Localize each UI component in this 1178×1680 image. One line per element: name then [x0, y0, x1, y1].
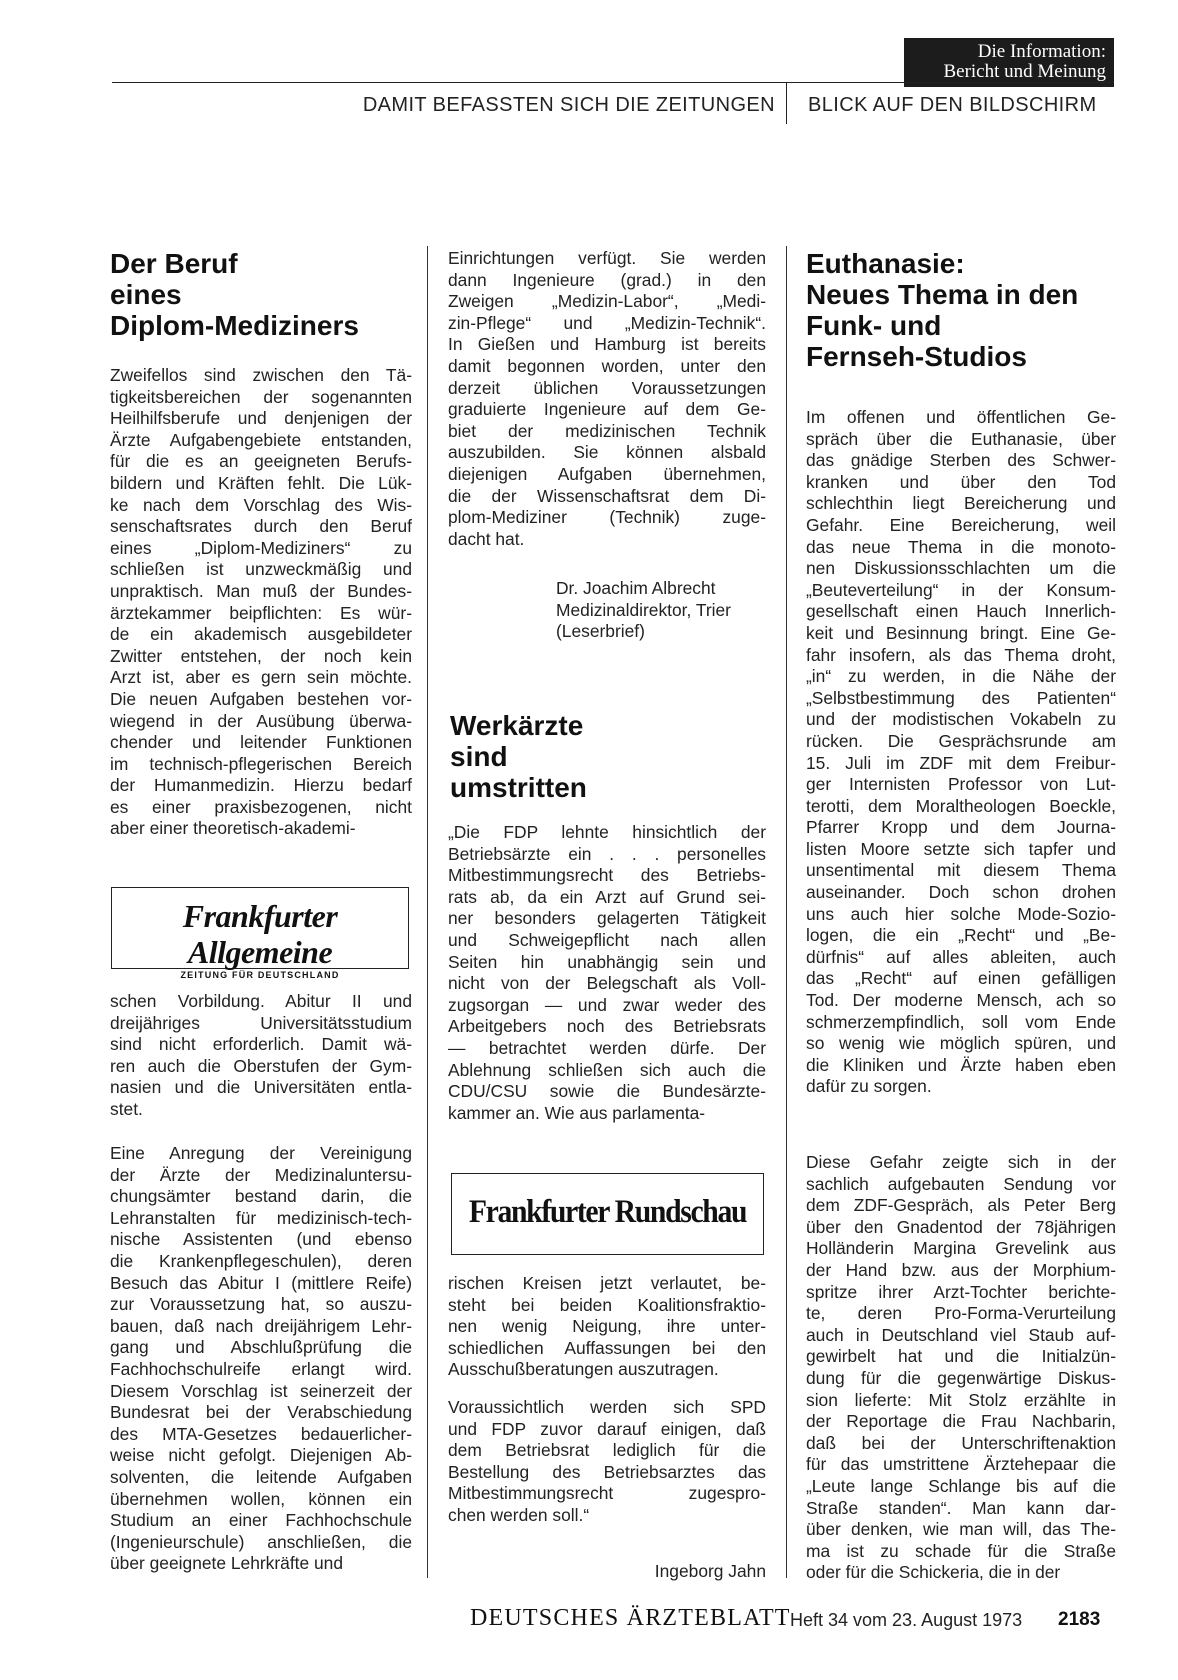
text-line: bildern und Kräften fehlt. Die Lük- [110, 472, 412, 493]
faz-logo-subtitle: ZEITUNG FÜR DEUTSCHLAND [180, 970, 340, 980]
text-line: gang und Abschlußprüfung die [110, 1337, 412, 1358]
text-line: damit begonnen worden, unter den [448, 355, 766, 376]
text-line: uns auch hier solche Mode-Sozio- [806, 903, 1116, 924]
article-body-block [110, 365, 412, 840]
text-line: aber einer theoretisch-akademi- [110, 818, 356, 839]
text-line: Ausschußberatungen auszutragen. [448, 1359, 719, 1380]
text-line: Studium an einer Fachhochschule [110, 1510, 412, 1531]
section-badge [904, 38, 1114, 87]
text-line: nasien und die Universitäten entla- [110, 1077, 412, 1098]
text-line: so wenig wie möglich spüren, und [806, 1033, 1116, 1054]
issue-info: Heft 34 vom 23. August 1973 [790, 1610, 1023, 1630]
text-line: chen werden soll.“ [448, 1504, 590, 1525]
faz-logo: Frankfurter Allgemeine [182, 898, 338, 970]
text-line: Lehranstalten für medizinisch-tech- [110, 1207, 412, 1228]
text-line: schlechthin liegt Bereicherung und [806, 493, 1116, 514]
text-line: unsentimental mit diesem Thema [806, 860, 1116, 881]
badge-line-1: Die Information: [977, 41, 1106, 62]
text-line: zur Voraussetzung hat, so auszu- [110, 1294, 412, 1315]
section-heading-left: DAMIT BEFASSTEN SICH DIE ZEITUNGEN [362, 94, 775, 116]
text-line: Bundesrat bei der Verabschiedung [110, 1402, 412, 1423]
text-line: schiedlichen Auffassungen bei den [448, 1337, 766, 1358]
text-line: CDU/CSU sowie die Bundesärzte- [448, 1081, 766, 1102]
text-line: zin-Pflege“ und „Medizin-Technik“. [448, 312, 766, 333]
text-line: 15. Juli im ZDF mit dem Freibur- [806, 752, 1116, 773]
text-line: schließen ist unzweckmäßig und [110, 559, 412, 580]
text-line: „Selbstbestimmung des Patienten“ [806, 687, 1116, 708]
text-line: sion lieferte: Mit Stolz erzählte in [806, 1389, 1116, 1410]
text-line: Zweifellos sind zwischen den Tä- [110, 365, 412, 385]
text-line: Einrichtungen verfügt. Sie werden [448, 248, 766, 268]
text-line: derzeit üblichen Voraussetzungen [448, 377, 766, 398]
text-line: die Krankenpflegeschulen), deren [110, 1250, 412, 1271]
text-line: im technisch-pflegerischen Bereich [110, 753, 412, 774]
text-line: Tod. Der moderne Mensch, ach so [806, 990, 1116, 1011]
article-title-euthanasie: Euthanasie: Neues Thema in den Funk- und Fernseh-Studios [806, 248, 1079, 372]
text-line: oder für die Schickeria, die in der [806, 1562, 1061, 1583]
text-line: Betriebsärzte ein . . . personelles [448, 843, 766, 864]
text-line: und der modistischen Vokabeln zu [806, 709, 1116, 730]
text-line: Diesem Vorschlag ist seinerzeit der [110, 1380, 412, 1401]
article-signature: Ingeborg Jahn [654, 1561, 766, 1581]
text-line: dem Betriebsrat lediglich für die [448, 1440, 766, 1461]
text-line: Ablehnung schließen sich auch die [448, 1059, 766, 1080]
text-line: daß bei der Unterschriftenaktion [806, 1432, 1116, 1453]
text-line: biet der medizinischen Technik [448, 420, 766, 441]
page-number: 2183 [1058, 1609, 1101, 1630]
text-line: tigkeitsbereichen der sogenannten [110, 386, 412, 407]
text-line: ärztekammer beipflichten: Es wür- [110, 602, 412, 623]
text-line: chungsämter bestand darin, die [110, 1186, 412, 1207]
faz-logo-box [111, 887, 409, 980]
text-line: Diese Gefahr zeigte sich in der [806, 1152, 1116, 1172]
text-line: Fachhochschulreife erlangt wird. [110, 1358, 412, 1379]
text-line: es einer praxisbezogenen, nicht [110, 796, 412, 817]
article-body-block [448, 822, 766, 1124]
text-line: Arbeitgebers noch des Betriebsrats [448, 1016, 766, 1037]
text-line: Eine Anregung der Vereinigung [110, 1143, 412, 1163]
text-line: das „Recht“ auf einen gefälligen [806, 968, 1116, 989]
text-line: rischen Kreisen jetzt verlautet, be- [448, 1273, 766, 1293]
text-line: Voraussichtlich werden sich SPD [448, 1397, 766, 1417]
text-line: plom-Mediziner (Technik) zuge- [448, 507, 766, 528]
header-rule [112, 82, 1114, 83]
text-line: ner besonders gelagerten Tätigkeit [448, 908, 766, 929]
text-line: ger Internisten Professor von Lut- [806, 774, 1116, 795]
article-body-block [806, 1152, 1116, 1584]
text-line: Mitbestimmungsrecht des Betriebs- [448, 865, 766, 886]
text-line: über denken, wie man will, das The- [806, 1519, 1116, 1540]
text-line: zugsorgan — und zwar weder des [448, 994, 766, 1015]
text-line: graduierte Ingenieure auf dem Ge- [448, 399, 766, 420]
text-line: das neue Thema in die monoto- [806, 536, 1116, 557]
text-line: Seiten hin unabhängig sein und [448, 951, 766, 972]
text-line: das gnädige Sterben des Schwer- [806, 450, 1116, 471]
text-line: nen Diskussionsschlachten um die [806, 558, 1116, 579]
text-line: auseinander. Doch schon drohen [806, 882, 1116, 903]
text-line: keit und Besinnung bringt. Eine Ge- [806, 622, 1116, 643]
text-line: über geeignete Lehrkräfte und [110, 1553, 344, 1574]
badge-line-2: Bericht und Meinung [943, 61, 1106, 82]
text-line: sind nicht erforderlich. Damit wä- [110, 1034, 412, 1055]
text-line: der Ärzte der Medizinaluntersu- [110, 1164, 412, 1185]
text-line: dafür zu sorgen. [806, 1076, 932, 1097]
text-line: logen, die ein „Recht“ und „Be- [806, 925, 1116, 946]
text-line: solventen, die leitende Aufgaben [110, 1466, 412, 1487]
text-line: und FDP zuvor darauf einigen, daß [448, 1418, 766, 1439]
article-body-block [806, 407, 1116, 1098]
text-line: der Hand bzw. aus der Morphium- [806, 1259, 1116, 1280]
article-body-block [448, 248, 766, 550]
text-line: nen wenig Neigung, ihre unter- [448, 1316, 766, 1337]
fr-logo-box [451, 1173, 764, 1255]
magazine-name: DEUTSCHES ÄRZTEBLATT [470, 1605, 791, 1631]
text-line: wiegend in der Ausübung überwa- [110, 710, 412, 731]
text-line: spritze ihrer Arzt-Tochter berichte- [806, 1281, 1116, 1302]
text-line: schmerzempfindlich, soll vom Ende [806, 1011, 1116, 1032]
text-line: stet. [110, 1098, 143, 1119]
text-line: nicht von der Belegschaft als Voll- [448, 973, 766, 994]
text-line: dacht hat. [448, 528, 525, 549]
text-line: In Gießen und Hamburg ist bereits [448, 334, 766, 355]
text-line: dürfnis“ auf alles ableiten, auch [806, 946, 1116, 967]
section-heading-right: BLICK AUF DEN BILDSCHIRM [808, 94, 1097, 116]
text-line: Heilhilfsberufe und denjenigen der [110, 408, 412, 429]
text-line: die Kliniken und Ärzte haben eben [806, 1054, 1116, 1075]
text-line: „in“ zu werden, in die Nähe der [806, 666, 1116, 687]
article-body-block [110, 991, 412, 1121]
text-line: und Schweigepflicht nach allen [448, 929, 766, 950]
text-line: die der Wissenschaftsrat dem Di- [448, 485, 766, 506]
text-line: der Humanmedizin. Hierzu bedarf [110, 775, 412, 796]
text-line: gewirbelt hat und die Initialzün- [806, 1346, 1116, 1367]
text-line: gesellschaft einen Hauch Innerlich- [806, 601, 1116, 622]
text-line: des MTA-Gesetzes bedauerlicher- [110, 1423, 412, 1444]
text-line: unpraktisch. Man muß der Bundes- [110, 580, 412, 601]
text-line: Straße standen“. Man kann dar- [806, 1497, 1116, 1518]
text-line: rücken. Die Gesprächsrunde am [806, 730, 1116, 751]
text-line: Holländerin Margina Grevelink aus [806, 1238, 1116, 1259]
text-line: ren auch die Oberstufen der Gym- [110, 1055, 412, 1076]
text-line: Ärzte Aufgabengebiete entstanden, [110, 429, 412, 450]
fr-logo: Frankfurter Rundschau [468, 1194, 747, 1230]
text-line: übernehmen wollen, können ein [110, 1488, 412, 1509]
text-line: chender und leitender Funktionen [110, 732, 412, 753]
article-title-diplom-mediziner: Der Beruf eines Diplom-Mediziners [110, 248, 359, 341]
text-line: auszubilden. Sie können alsbald [448, 442, 766, 463]
text-line: rats ab, da ein Arzt auf Grund sei- [448, 886, 766, 907]
text-line: sachlich aufgebauten Sendung vor [806, 1173, 1116, 1194]
text-line: Arzt ist, aber es gern sein möchte. [110, 667, 412, 688]
text-line: spräch über die Euthanasie, über [806, 428, 1116, 449]
text-line: weise nicht gefolgt. Diejenigen Ab- [110, 1445, 412, 1466]
text-line: Besuch das Abitur I (mittlere Reife) [110, 1272, 412, 1293]
article-body-block [110, 1143, 412, 1575]
text-line: Im offenen und öffentlichen Ge- [806, 407, 1116, 427]
text-line: listen Moore setzte sich tapfer und [806, 838, 1116, 859]
text-line: der Reportage die Frau Nachbarin, [806, 1411, 1116, 1432]
text-line: diejenigen Aufgaben übernehmen, [448, 463, 766, 484]
text-line: Zweigen „Medizin-Labor“, „Medi- [448, 291, 766, 312]
text-line: dem ZDF-Gespräch, als Peter Berg [806, 1195, 1116, 1216]
text-line: über den Gnadentod der 78jährigen [806, 1216, 1116, 1237]
text-line: Gefahr. Eine Bereicherung, weil [806, 514, 1116, 535]
text-line: Zwitter entstehen, der noch kein [110, 645, 412, 666]
text-line: für die es an geeigneten Berufs- [110, 451, 412, 472]
column-rule-1 [427, 246, 428, 1578]
text-line: (Ingenieurschule) anschließen, die [110, 1531, 412, 1552]
text-line: ke nach dem Vorschlag des Wis- [110, 494, 412, 515]
text-line: kammer an. Wie aus parlamenta- [448, 1102, 706, 1123]
text-line: schen Vorbildung. Abitur II und [110, 991, 412, 1011]
text-line: kranken und über den Tod [806, 471, 1116, 492]
text-line: fahr insofern, als das Thema droht, [806, 644, 1116, 665]
text-line: de ein akademisch ausgebildeter [110, 624, 412, 645]
text-line: für das umstrittene Ärztehepaar die [806, 1454, 1116, 1475]
text-line: dann Ingenieure (grad.) in den [448, 269, 766, 290]
article-body-block [448, 1397, 766, 1527]
text-line: te, deren Pro-Forma-Verurteilung [806, 1303, 1116, 1324]
article-title-werkaerzte: Werkärzte sind umstritten [450, 710, 587, 803]
text-line: bauen, daß nach dreijährigem Lehr- [110, 1315, 412, 1336]
header-divider [786, 82, 787, 124]
text-line: „Die FDP lehnte hinsichtlich der [448, 822, 766, 842]
text-line: dreijähriges Universitätsstudium [110, 1012, 412, 1033]
text-line: — betrachtet werden dürfe. Der [448, 1037, 766, 1058]
text-line: „Leute lange Schlange bis auf die [806, 1475, 1116, 1496]
text-line: Bestellung des Betriebsarztes das [448, 1461, 766, 1482]
column-rule-2 [786, 246, 787, 1578]
text-line: senschaftsrates durch den Beruf [110, 516, 412, 537]
text-line: ma ist zu schade für die Straße [806, 1540, 1116, 1561]
text-line: terotti, dem Moraltheologen Boeckle, [806, 795, 1116, 816]
article-signature: Dr. Joachim Albrecht Medizinaldirektor, Trier (Leserbrief) [556, 578, 731, 642]
text-line: „Beuteverteilung“ in der Konsum- [806, 579, 1116, 600]
text-line: Die neuen Aufgaben bestehen vor- [110, 688, 412, 709]
text-line: steht bei beiden Koalitionsfraktio- [448, 1294, 766, 1315]
text-line: dung für die gegenwärtige Diskus- [806, 1367, 1116, 1388]
article-body-block [448, 1273, 766, 1381]
text-line: auch in Deutschland viel Staub auf- [806, 1324, 1116, 1345]
text-line: nische Assistenten (und ebenso [110, 1229, 412, 1250]
text-line: eines „Diplom-Mediziners“ zu [110, 537, 412, 558]
text-line: Pfarrer Kropp und dem Journa- [806, 817, 1116, 838]
text-line: Mitbestimmungsrecht zugespro- [448, 1483, 766, 1504]
